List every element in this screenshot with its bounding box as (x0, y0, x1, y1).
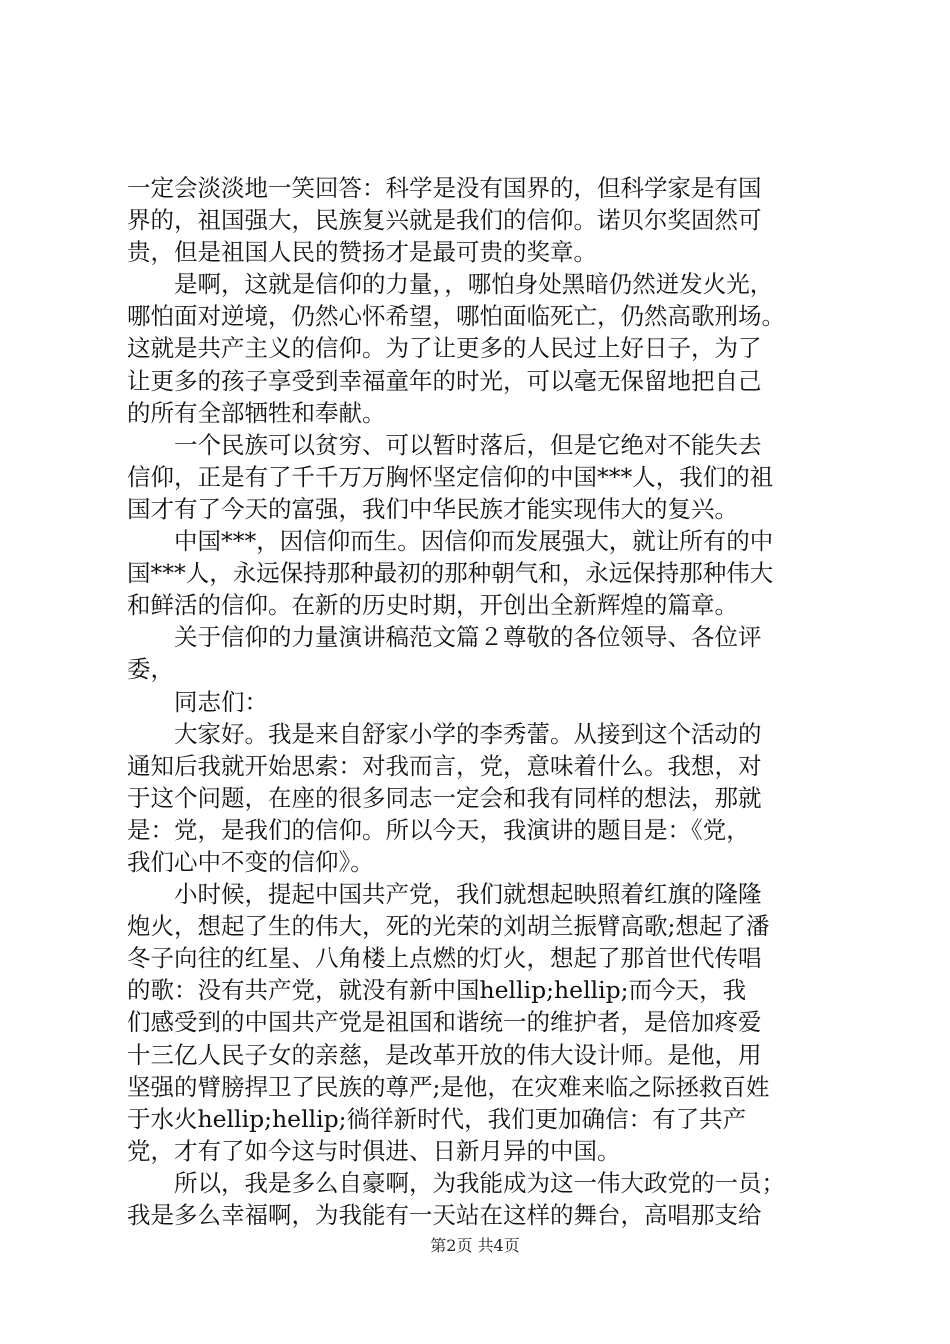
text-line: 于水火hellip;hellip;徜徉新时代，我们更加确信：有了共产 (127, 1104, 747, 1133)
text-line: 和鲜活的信仰。在新的历史时期，开创出全新辉煌的篇章。 (127, 591, 738, 620)
text-line: 十三亿人民子女的亲慈，是改革开放的伟大设计师。是他，用 (127, 1040, 762, 1069)
text-line: 冬子向往的红星、八角楼上点燃的灯火，想起了那首世代传唱 (127, 944, 762, 973)
page-footer: 第2页 共4页 (430, 1236, 520, 1255)
text-line: 的歌：没有共产党，就没有新中国hellip;hellip;而今天，我 (127, 976, 747, 1005)
text-line: 界的，祖国强大，民族复兴就是我们的信仰。诺贝尔奖固然可 (127, 206, 762, 235)
text-line: 们感受到的中国共产党是祖国和谐统一的维护者，是倍加疼爱 (127, 1008, 762, 1037)
text-line: 哪怕面对逆境，仍然心怀希望，哪怕面临死亡，仍然高歌刑场。 (127, 302, 785, 331)
text-line: 是：党，是我们的信仰。所以今天，我演讲的题目是：《党， (127, 815, 750, 844)
text-line: 贵，但是祖国人民的赞扬才是最可贵的奖章。 (127, 238, 597, 267)
text-line: 小时候，提起中国共产党，我们就想起映照着红旗的隆隆 (127, 880, 762, 909)
text-line: 同志们： (127, 687, 268, 716)
text-line: 于这个问题，在座的很多同志一定会和我有同样的想法，那就 (127, 783, 762, 812)
text-line: 国才有了今天的富强，我们中华民族才能实现伟大的复兴。 (127, 494, 738, 523)
text-line: 炮火，想起了生的伟大，死的光荣的刘胡兰振臂高歌;想起了潘 (127, 912, 770, 941)
text-line: 信仰，正是有了千千万万胸怀坚定信仰的中国***人，我们的祖 (127, 462, 774, 491)
text-line: 中国***，因信仰而生。因信仰而发展强大，就让所有的中 (127, 527, 774, 556)
text-line: 一定会淡淡地一笑回答：科学是没有国界的，但科学家是有国 (127, 174, 762, 202)
text-line: 这就是共产主义的信仰。为了让更多的人民过上好日子，为了 (127, 334, 762, 363)
text-line: 党，才有了如今这与时俱进、日新月异的中国。 (127, 1136, 621, 1165)
text-line: 是啊，这就是信仰的力量，，哪怕身处黑暗仍然迸发火光， (127, 270, 774, 299)
document-body (127, 172, 837, 1231)
text-line: 的所有全部牺牲和奉献。 (127, 398, 386, 427)
text-line: 国***人，永远保持那种最初的那种朝气和，永远保持那种伟大 (127, 559, 774, 588)
text-line: 我们心中不变的信仰》。 (127, 847, 374, 876)
text-line: 一个民族可以贫穷、可以暂时落后，但是它绝对不能失去 (127, 430, 762, 459)
text-line: 通知后我就开始思索：对我而言，党，意味着什么。我想，对 (127, 751, 762, 780)
text-line: 坚强的臂膀捍卫了民族的尊严;是他，在灾难来临之际拯救百姓 (127, 1072, 770, 1101)
text-line: 大家好。我是来自舒家小学的李秀蕾。从接到这个活动的 (127, 719, 762, 748)
text-line: 关于信仰的力量演讲稿范文篇２尊敬的各位领导、各位评 (127, 623, 762, 652)
text-line: 让更多的孩子享受到幸福童年的时光，可以毫无保留地把自己 (127, 366, 762, 395)
text-line: 委， (127, 655, 174, 684)
text-line: 我是多么幸福啊，为我能有一天站在这样的舞台，高唱那支给 (127, 1201, 762, 1229)
text-line: 所以，我是多么自豪啊，为我能成为这一伟大政党的一员； (127, 1168, 785, 1197)
